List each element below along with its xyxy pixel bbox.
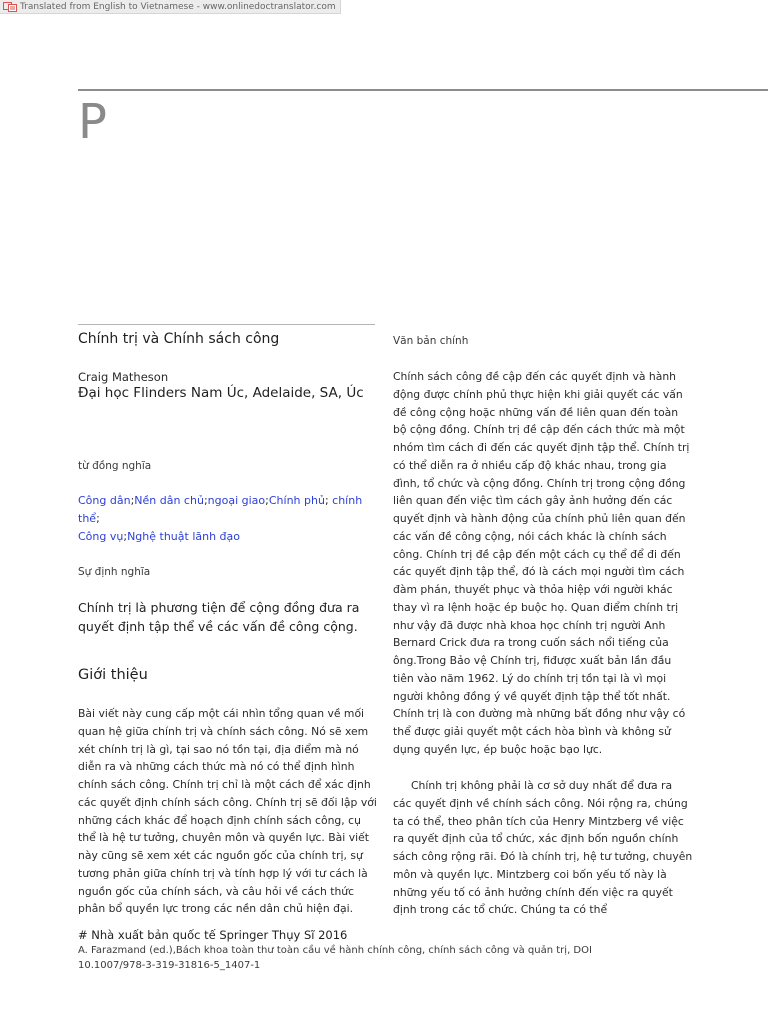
main-text-label: Văn bản chính [393, 335, 469, 347]
article-title: Chính trị và Chính sách công [78, 331, 280, 347]
definition-label: Sự định nghĩa [78, 566, 151, 578]
synonym-separator: ; [96, 512, 100, 525]
main-paragraph-1: Chính sách công đề cập đến các quyết định và hành động được chính phủ thực hiện khi giải quyết các vấn đề công cộng hoặc những vấn đề liên quan đến toàn bộ cộng đồng. Chính trị đề cập đến cách thức mà một nhóm tìm cách đi đến các quyết định tập thể. Chính trị có thể diễn ra ở nhiều cấp độ khác nhau, trong gia đình, tổ chức và cộng đồng. Chính trị trong cộng đồng liên quan đến việc tìm cách gây ảnh hưởng đến các quyết định và hành động của chính phủ liên quan đến các vấn đề công cộng, nói cách khác là chính sách công. Chính trị đề cập đến một cách cụ thể để đi đến các quyết định tập thể, đó là cách mọi người tìm cách đàm phán, thuyết phục và thỏa hiệp với người khác thay vì ra lệnh hoặc ép buộc họ. Quan điểm chính trị như vậy đã được nhà khoa học chính trị người Anh Bernard Crick đưa ra trong cuốn sách nổi tiếng của ông.Trong Bảo vệ Chính trị, fiđược xuất bản lần đầu tiên vào năm 1962. Lý do chính trị tồn tại là vì mọi người không đồng ý về quyết định tập thể tốt nhất. Chính trị là con đường mà những bất đồng như vậy có thể được giải quyết một cách hòa bình và không sử dụng quyền lực, ép buộc hoặc bạo lực. [393, 370, 690, 756]
synonym-link[interactable]: Công vụ [78, 530, 124, 543]
main-paragraph-2: Chính trị không phải là cơ sở duy nhất để đưa ra các quyết định về chính sách công. Nói rộng ra, chúng ta có thể, theo phân tích của Henry Mintzberg về việc ra quyết định của tổ chức, xác định bốn nguồn chính sách công rộng rãi. Đó là chính trị, hệ tư tưởng, chuyên môn và quyền lực. Mintzberg coi bốn yếu tố này là những yếu tố có ảnh hưởng chính đến việc ra quyết định trong các tổ chức. Chúng ta có thể [393, 779, 693, 917]
copyright-line: # Nhà xuất bản quốc tế Springer Thụy Sĩ 2016 [78, 928, 348, 942]
synonym-separator: ; [324, 494, 333, 507]
translator-banner[interactable] [0, 0, 341, 14]
header-rule [78, 89, 768, 91]
title-rule [78, 324, 375, 325]
synonyms-list [78, 492, 378, 546]
synonym-link[interactable]: Công dân [78, 494, 131, 507]
synonym-link[interactable]: Nghệ thuật lãnh đạo [127, 530, 241, 543]
translate-icon [3, 2, 17, 12]
synonym-link[interactable]: ngoại giao [207, 494, 266, 507]
synonym-separator: ; [203, 494, 208, 507]
synonym-link[interactable]: Nền dân chủ [134, 494, 204, 507]
synonym-separator: ; [123, 530, 128, 543]
banner-text[interactable]: Translated from English to Vietnamese - www.onlinedoctranslator.com [20, 1, 336, 12]
intro-heading: Giới thiệu [78, 667, 148, 683]
intro-paragraph: Bài viết này cung cấp một cái nhìn tổng quan về mối quan hệ giữa chính trị và chính sách công. Nó sẽ xem xét chính trị là gì, tại sao nó tồn tại, địa điểm mà nó diễn ra và những cách thức mà nó có thể định hình chính sách công. Chính trị chỉ là một cách để xác định các quyết định chính sách công. Chính trị sẽ đối lập với những cách khác để hoạch định chính sách công, cụ thể là hệ tư tưởng, chuyên môn và quyền lực. Bài viết này cũng sẽ xem xét các nguồn gốc của chính trị, sự tương phản giữa chính trị và tính hợp lý với tư cách là nguồn gốc của chính sách, và câu hỏi về cách thức phân bổ quyền lực trong các nền dân chủ hiện đại. [78, 707, 377, 916]
author-name: Craig Matheson [78, 370, 169, 384]
citation-line: A. Farazmand (ed.),Bách khoa toàn thư toàn cầu về hành chính công, chính sách công và quản trị, DOI 10.1007/978-3-319-31816-5_1407-1 [78, 945, 592, 971]
definition-text: Chính trị là phương tiện để cộng đồng đưa ra quyết định tập thể về các vấn đề công cộng. [78, 600, 360, 634]
synonym-separator: ; [130, 494, 135, 507]
section-letter: P [78, 94, 107, 150]
synonym-separator: ; [265, 494, 269, 507]
author-affiliation: Đại học Flinders Nam Úc, Adelaide, SA, Úc [78, 385, 364, 401]
synonyms-label: từ đồng nghĩa [78, 460, 152, 472]
synonym-link[interactable]: Chính phủ [268, 494, 325, 507]
synonym-link[interactable]: chính thể [78, 494, 363, 525]
